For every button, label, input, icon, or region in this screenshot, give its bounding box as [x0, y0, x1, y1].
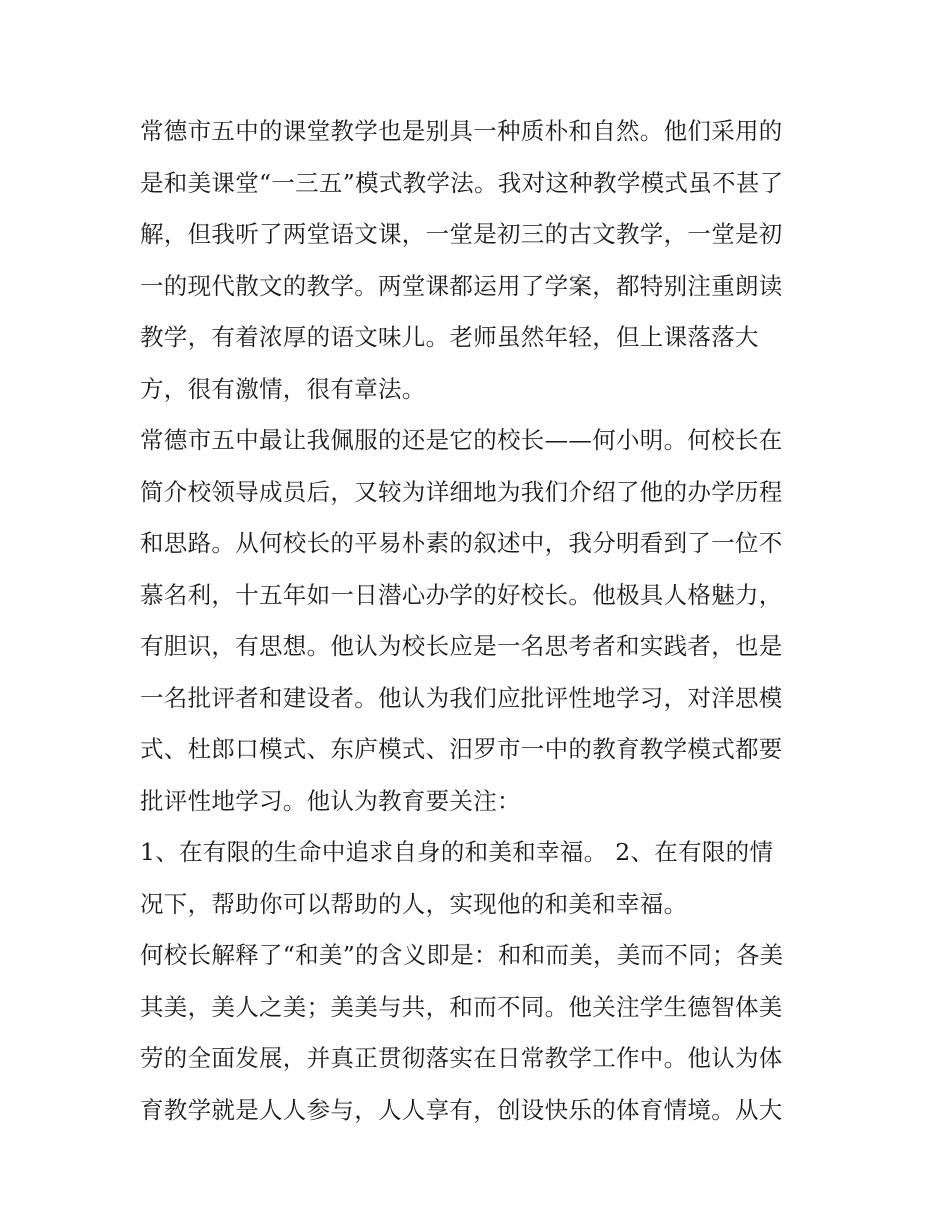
text-line: 是和美课堂“一三五”模式教学法。我对这种教学模式虽不甚了: [140, 168, 784, 197]
text-line: 一的现代散文的教学。两堂课都运用了学案，都特别注重朗读: [140, 271, 783, 300]
body-text: [140, 106, 820, 1136]
text-line: 1、在有限的生命中追求自身的和美和幸福。 2、在有限的情: [140, 838, 774, 866]
text-line: 常德市五中的课堂教学也是别具一种质朴和自然。他们采用的: [140, 117, 783, 145]
text-line: 批评性地学习。他认为教育要关注：: [140, 786, 521, 815]
text-line: 解，但我听了两堂语文课，一堂是初三的古文教学，一堂是初: [140, 220, 783, 248]
text-line: 一名批评者和建设者。他认为我们应批评性地学习，对洋思模: [140, 683, 783, 712]
text-line: 有胆识，有思想。他认为校长应是一名思考者和实践者，也是: [140, 632, 783, 660]
text-line: 育教学就是人人参与，人人享有，创设快乐的体育情境。从大: [140, 1095, 783, 1124]
text-line: 方，很有激情，很有章法。: [140, 374, 426, 403]
text-line: 其美，美人之美；美美与共，和而不同。他关注学生德智体美: [140, 992, 783, 1021]
text-line: 常德市五中最让我佩服的还是它的校长——何小明。何校长在: [140, 426, 783, 454]
text-line: 和思路。从何校长的平易朴素的叙述中，我分明看到了一位不: [140, 529, 783, 557]
text-line: 慕名利，十五年如一日潜心办学的好校长。他极具人格魅力，: [140, 580, 783, 609]
text-line: 劳的全面发展，并真正贯彻落实在日常教学工作中。他认为体: [140, 1044, 783, 1072]
text-line: 况下，帮助你可以帮助的人，实现他的和美和幸福。: [140, 889, 688, 918]
text-line: 式、杜郎口模式、东庐模式、汨罗市一中的教育教学模式都要: [140, 735, 783, 763]
text-line: 教学，有着浓厚的语文味儿。老师虽然年轻，但上课落落大: [140, 323, 759, 351]
text-line: 简介校领导成员后，又较为详细地为我们介绍了他的办学历程: [140, 477, 783, 506]
text-line: 何校长解释了“和美”的含义即是：和和而美，美而不同；各美: [140, 941, 784, 969]
